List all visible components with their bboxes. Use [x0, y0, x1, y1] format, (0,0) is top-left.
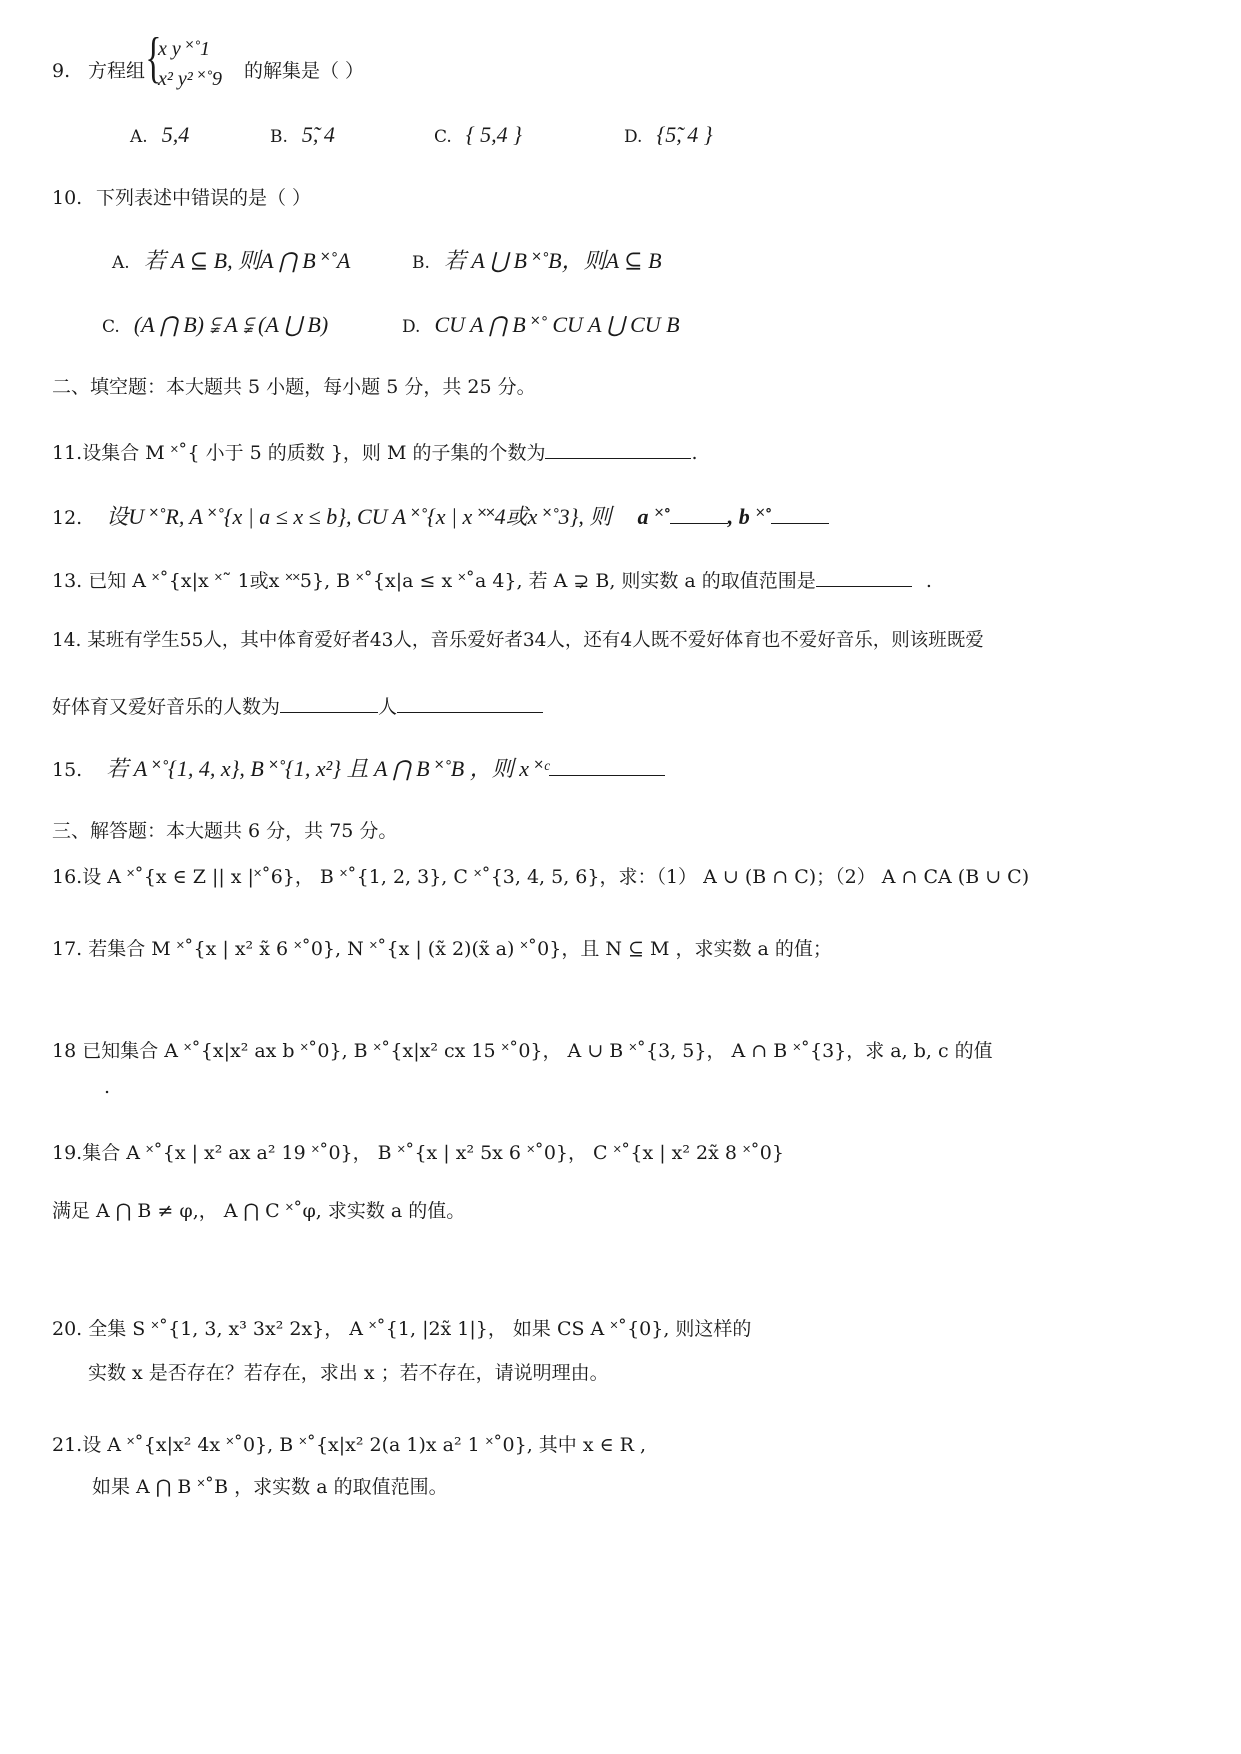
q9-option-a — [130, 122, 189, 148]
q17-text: 17. 若集合 M ˟˚{x | x² x̃ 6 ˟˚0}, N ˟˚{x | (x̃ 2)(x̃ a) ˟˚0}，且 N ⊆ M ，求实数 a 的值； — [52, 938, 832, 960]
q20-line1: 20. 全集 S ˟˚{1, 3, x³ 3x² 2x}， A ˟˚{1, |2x̃ 1|}， 如果 CS A ˟˚{0}, 则这样的 — [52, 1318, 752, 1340]
option-value: CU A ⋂ B ˟˚ CU A ⋃ CU B — [434, 312, 680, 337]
q13 — [52, 568, 932, 593]
option-label: B. — [412, 253, 430, 273]
q12-a-blank[interactable] — [670, 505, 728, 524]
q21-line2: 如果 A ⋂ B ˟˚B ，求实数 a 的取值范围。 — [92, 1476, 448, 1498]
q15-text: 若 A ˟˚{1, 4, x}, B ˟˚{1, x²} 且 A ⋂ B ˟˚B ，则 x ˟ᶜ — [106, 756, 549, 781]
q15 — [52, 756, 665, 782]
q9-tail: 的解集是（ ） — [244, 60, 365, 82]
q12-b-label: , b ˟˚ — [727, 504, 771, 529]
q19-line1: 19.集合 A ˟˚{x | x² ax a² 19 ˟˚0}， B ˟˚{x | x² 5x 6 ˟˚0}， C ˟˚{x | x² 2x̃ 8 ˟˚0} — [52, 1142, 784, 1164]
q9-eq1: x y ˟˚1 — [158, 38, 211, 60]
q9-number: 9. — [52, 60, 71, 82]
q18-dot: . — [104, 1076, 111, 1098]
q19-line2: 满足 A ⋂ B ≠ φ,， A ⋂ C ˟˚φ, 求实数 a 的值。 — [52, 1200, 466, 1222]
q14-unit: 人 — [378, 696, 398, 718]
section-2-heading: 二、填空题：本大题共 5 小题，每小题 5 分，共 25 分。 — [52, 376, 536, 398]
q14-line2 — [52, 694, 543, 719]
q11-answer-blank[interactable] — [545, 440, 691, 459]
q10-option-b — [412, 248, 662, 274]
q9-option-c — [434, 122, 522, 148]
option-value: 若 A ⊆ B, 则A ⋂ B ˟˚A — [143, 248, 351, 273]
q9-brace: { — [145, 27, 162, 89]
q13-text: 13. 已知 A ˟˚{x|x ˟˜ 1或x ˟˟5}, B ˟˚{x|a ≤ x ˟˚a 4}, 若 A ⊋ B, 则实数 a 的取值范围是 — [52, 570, 816, 592]
q14-answer-blank[interactable] — [280, 694, 378, 713]
option-value: 若 A ⋃ B ˟˚B，则A ⊆ B — [443, 248, 662, 273]
q12-text: 设U ˟˚R, A ˟˚{x | a ≤ x ≤ b}, CU A ˟˚{x | x ˟˟4或x ˟˚3}, 则 — [106, 504, 612, 529]
q14-text: 好体育又爱好音乐的人数为 — [52, 696, 281, 718]
q12-number: 12. — [52, 507, 83, 529]
q14-line1: 14. 某班有学生55人，其中体育爱好者43人，音乐爱好者34人，还有4人既不爱好体育也不爱好音乐，则该班既爱 — [52, 630, 984, 651]
q13-tail: . — [925, 570, 932, 592]
option-value: (A ⋂ B) ⫋ A ⫋ (A ⋃ B) — [133, 312, 329, 337]
q18-text: 18 已知集合 A ˟˚{x|x² ax b ˟˚0}, B ˟˚{x|x² cx 15 ˟˚0}， A ∪ B ˟˚{3, 5}， A ∩ B ˟˚{3}，求 a, b, c 的值 — [52, 1040, 993, 1062]
q15-answer-blank[interactable] — [549, 757, 665, 776]
q9-text: 方程组 — [88, 60, 146, 82]
q15-number: 15. — [52, 759, 83, 781]
option-label: C. — [434, 127, 452, 147]
q12 — [52, 504, 829, 530]
q11 — [52, 440, 698, 465]
q16-text: 16.设 A ˟˚{x ∈ Z || x |˟˚6}， B ˟˚{1, 2, 3}, C ˟˚{3, 4, 5, 6}，求：（1） A ∪ (B ∩ C)；（2） A ∩ CA (B ∪ C) — [52, 866, 1030, 888]
q10-number: 10. — [52, 187, 83, 209]
q10-text: 下列表述中错误的是（ ） — [96, 187, 312, 209]
option-label: C. — [102, 317, 120, 337]
q21-line1: 21.设 A ˟˚{x|x² 4x ˟˚0}, B ˟˚{x|x² 2(a 1)x a² 1 ˟˚0}, 其中 x ∈ R , — [52, 1434, 647, 1456]
option-label: B. — [270, 127, 288, 147]
q14-trailing-line — [397, 694, 543, 713]
option-label: A. — [130, 127, 148, 147]
q12-b-blank[interactable] — [771, 505, 829, 524]
option-value: 5̃, 4 — [301, 122, 335, 147]
q11-text: 11.设集合 M ˟˚{ 小于 5 的质数 }，则 M 的子集的个数为 — [52, 442, 546, 464]
option-value: { 5,4 } — [465, 122, 522, 147]
option-label: D. — [402, 317, 421, 337]
q10-option-d — [402, 312, 680, 338]
q9-eq2: x² y² ˟˚9 — [158, 68, 223, 90]
q12-a-label: a ˟˚ — [637, 504, 670, 529]
q9-option-d — [624, 122, 713, 148]
q13-answer-blank[interactable] — [816, 568, 912, 587]
option-value: 5,4 — [161, 122, 190, 147]
q10-option-c — [102, 312, 328, 338]
q20-line2: 实数 x 是否存在？若存在，求出 x ；若不存在，请说明理由。 — [88, 1362, 609, 1384]
q11-tail: . — [691, 442, 698, 464]
option-label: A. — [112, 253, 130, 273]
q9-option-b — [270, 122, 335, 148]
section-3-heading: 三、解答题：本大题共 6 分，共 75 分。 — [52, 820, 398, 842]
q10-option-a — [112, 248, 350, 274]
option-value: {5̃, 4 } — [656, 122, 713, 147]
option-label: D. — [624, 127, 643, 147]
